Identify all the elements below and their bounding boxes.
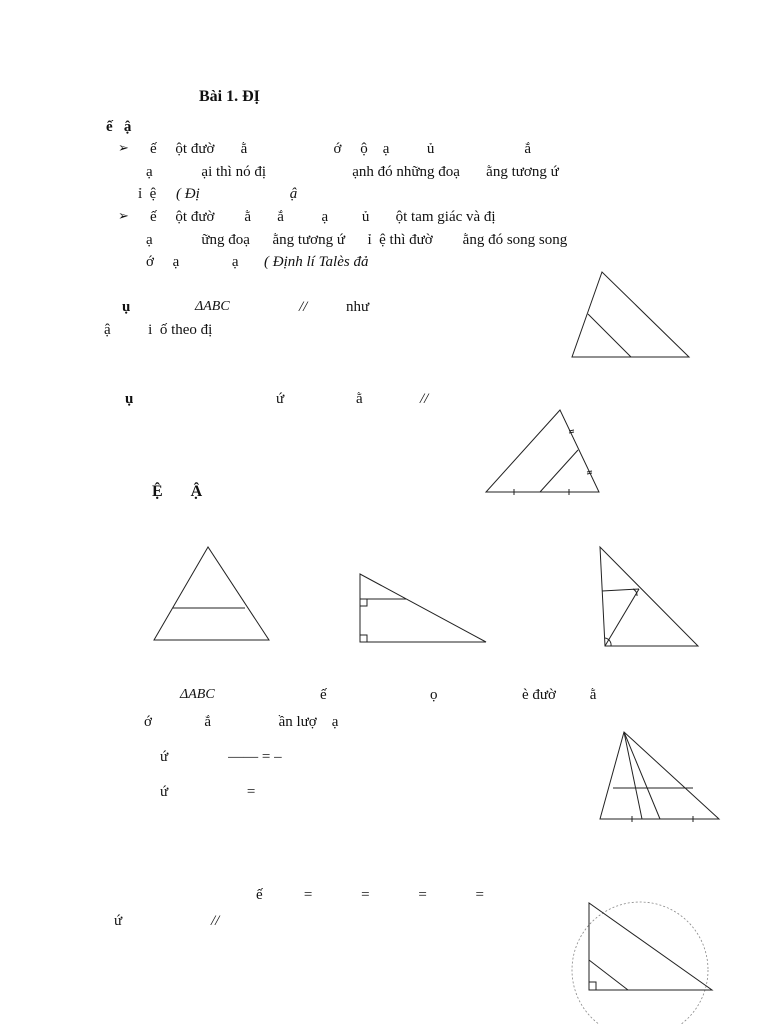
example1-parallel: // <box>299 299 308 315</box>
problem-parallel: // <box>211 913 220 929</box>
exercise-heading: Ệ Ậ <box>152 483 203 500</box>
example2-label: ụ <box>125 391 134 407</box>
theorem2-line1: ế ột đườ ằ ắ ạ ủ ột tam giác và đị <box>150 209 496 225</box>
figure-triangle-2 <box>484 408 602 496</box>
problem-text-2: ọ <box>430 687 438 703</box>
problem-line2: ớ ắ ần lượ ạ <box>144 714 339 730</box>
theorem1-line1: ế ột đườ ằ ớ ộ ạ ủ ắ <box>150 141 532 157</box>
figure-triangle-3 <box>597 545 701 649</box>
example1-triangle: ΔABC <box>195 299 230 314</box>
problem-ratio-line: ế = = = = <box>256 887 484 903</box>
page-title: Bài 1. ĐỊ <box>199 88 260 105</box>
figure-triangle-4 <box>598 730 722 823</box>
example1-label: ụ <box>122 299 131 315</box>
theorem1-line2: ạ ại thì nó đị ạnh đó những đoạ ằng tương ứ <box>146 164 559 180</box>
theorem1-name: ( Đị ậ <box>176 186 298 202</box>
bullet-arrow-icon: ➢ <box>118 209 129 224</box>
theorem2-line3: ớ ạ ạ <box>146 254 239 270</box>
theorem2-name: ( Định lí Talès đả <box>264 254 369 270</box>
theorem2-line2: ạ ững đoạ ằng tương ứ ỉ ệ thì đườ ằng đó song song <box>146 232 568 248</box>
figure-triangle-isosceles <box>152 545 272 643</box>
theorem1-line3: ỉ ệ <box>138 186 157 202</box>
problem-triangle: ΔABC <box>180 687 215 702</box>
example2-parallel: // <box>420 391 429 407</box>
problem-item-b: ứ = <box>160 784 256 800</box>
figure-triangle-1 <box>570 270 692 360</box>
bullet-arrow-icon: ➢ <box>118 141 129 156</box>
problem-text-1: ế <box>320 687 327 703</box>
example2-text2: ằ <box>356 391 363 407</box>
problem-item-a: ứ —— = – <box>160 749 282 765</box>
figure-right-triangle-circle <box>572 898 718 1016</box>
example2-text: ứ <box>276 391 285 407</box>
theory-heading: ế ậ <box>106 119 132 135</box>
example1-text: như <box>346 299 370 315</box>
problem-conclusion: ứ <box>114 913 123 929</box>
example1-line2: ậ i ố theo đị <box>104 322 213 338</box>
figure-right-triangle <box>358 572 490 646</box>
problem-text-3: è đườ ằ <box>522 687 597 703</box>
